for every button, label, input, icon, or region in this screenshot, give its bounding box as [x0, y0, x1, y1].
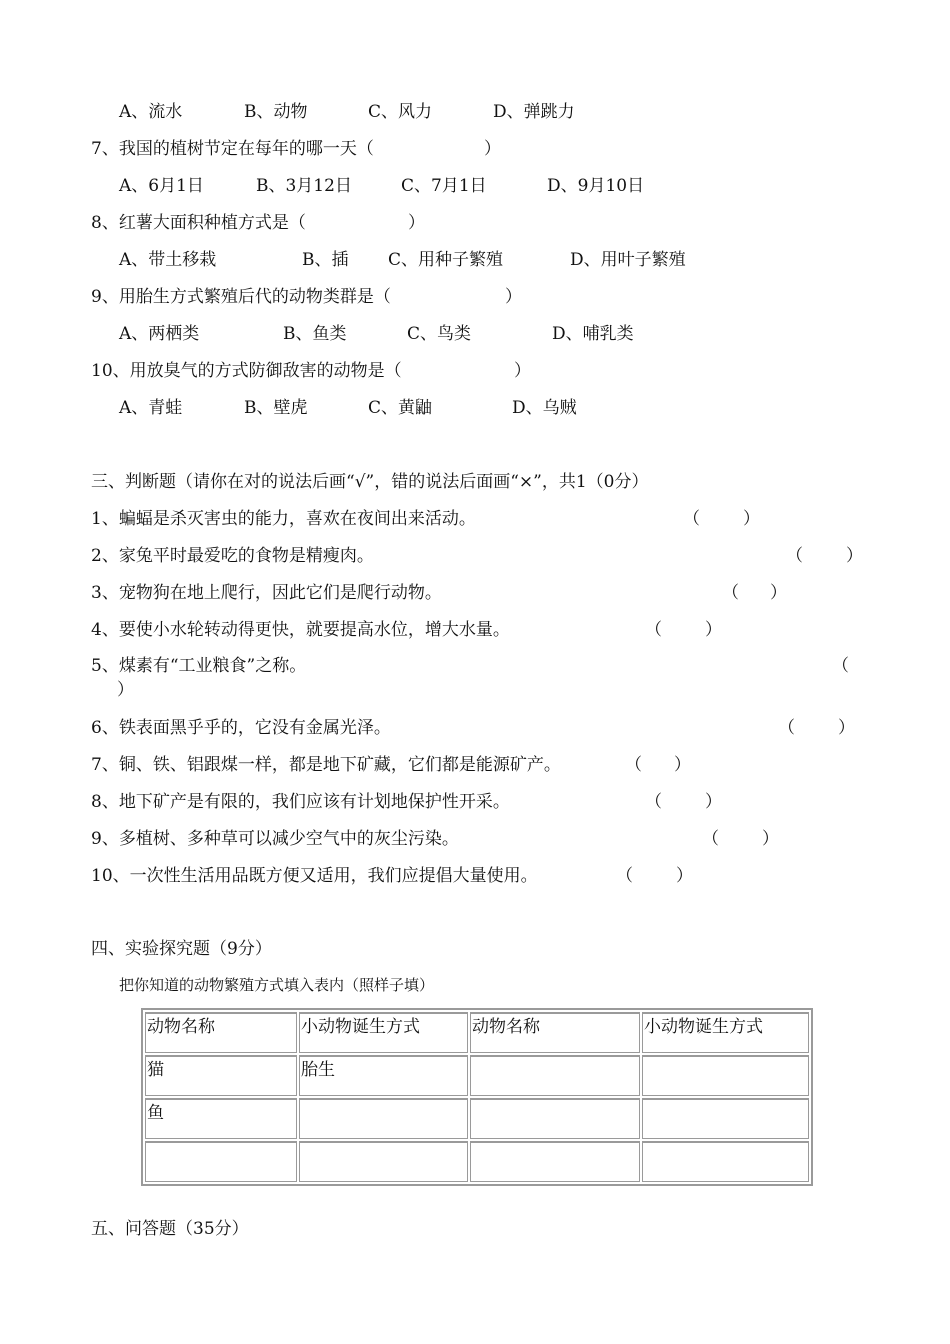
q8-option-b: B、插	[302, 250, 349, 270]
q8-close-paren: ）	[408, 213, 425, 233]
table-cell: 鱼	[145, 1098, 297, 1139]
table-header-cell: 动物名称	[145, 1012, 297, 1053]
tf-item-close-paren: ）	[762, 829, 779, 849]
tf-item-text: 5、煤素有“工业粮食”之称。	[91, 656, 307, 676]
tf-item-open-paren: （	[645, 620, 662, 640]
q9-option-b: B、鱼类	[283, 324, 347, 344]
table-cell	[470, 1055, 640, 1096]
table-row	[145, 1055, 809, 1096]
tf-item-close-paren: ）	[705, 792, 722, 812]
experiment-section-heading: 四、实验探究题（9分）	[91, 939, 272, 959]
tf-item-text: 3、宠物狗在地上爬行，因此它们是爬行动物。	[91, 583, 442, 603]
table-header-cell: 动物名称	[470, 1012, 640, 1053]
table-row	[145, 1098, 809, 1139]
table-cell	[470, 1141, 640, 1182]
tf-item-open-paren: （	[645, 792, 662, 812]
table-header-cell: 小动物诞生方式	[299, 1012, 468, 1053]
tf-item-open-paren: （	[683, 509, 700, 529]
q6-option-d: D、弹跳力	[493, 102, 575, 122]
q7-option-a: A、6月1日	[119, 176, 204, 196]
experiment-instruction: 把你知道的动物繁殖方式填入表内（照样子填）	[119, 976, 435, 994]
q6-option-a: A、流水	[119, 102, 183, 122]
tf-item-open-paren: （	[786, 546, 803, 566]
q7-option-d: D、9月10日	[547, 176, 645, 196]
tf-item-close-paren: ）	[838, 718, 855, 738]
tf-item-text: 4、要使小水轮转动得更快，就要提高水位，增大水量。	[91, 620, 510, 640]
tf-item-close-paren: ）	[676, 866, 693, 886]
tf-item-text: 1、蝙蝠是杀灭害虫的能力，喜欢在夜间出来活动。	[91, 509, 476, 529]
q10-option-b: B、壁虎	[244, 398, 308, 418]
q7-text: 7、我国的植树节定在每年的哪一天（	[91, 139, 374, 159]
q8-option-d: D、用叶子繁殖	[570, 250, 686, 270]
tf-item-open-paren: （	[625, 755, 642, 775]
q10-option-a: A、青蛙	[119, 398, 183, 418]
q10-close-paren: ）	[514, 361, 531, 381]
table-cell	[299, 1141, 468, 1182]
table-row	[145, 1141, 809, 1182]
table-cell	[642, 1098, 809, 1139]
q9-option-c: C、鸟类	[407, 324, 472, 344]
tf-item-text: 10、一次性生活用品既方便又适用，我们应提倡大量使用。	[91, 866, 538, 886]
table-cell: 胎生	[299, 1055, 468, 1096]
tf-item-text: 7、铜、铁、铝跟煤一样，都是地下矿藏，它们都是能源矿产。	[91, 755, 561, 775]
q9-text: 9、用胎生方式繁殖后代的动物类群是（	[91, 287, 391, 307]
table-cell: 猫	[145, 1055, 297, 1096]
q10-option-c: C、黄鼬	[368, 398, 433, 418]
tf-item-text: 9、多植树、多种草可以减少空气中的灰尘污染。	[91, 829, 459, 849]
q7-close-paren: ）	[484, 139, 501, 159]
tf-item-close-paren: ）	[705, 620, 722, 640]
q7-option-b: B、3月12日	[256, 176, 352, 196]
tf-item-text: 2、家兔平时最爱吃的食物是精瘦肉。	[91, 546, 374, 566]
q7-option-c: C、7月1日	[401, 176, 487, 196]
q9-option-a: A、两栖类	[119, 324, 200, 344]
tf-item-open-paren: （	[616, 866, 633, 886]
q8-option-c: C、用种子繁殖	[388, 250, 504, 270]
q8-text: 8、红薯大面积种植方式是（	[91, 213, 306, 233]
q9-option-d: D、哺乳类	[552, 324, 634, 344]
tf-item-close-paren: ）	[770, 583, 787, 603]
table-cell	[470, 1098, 640, 1139]
table-cell	[642, 1055, 809, 1096]
tf-section-heading: 三、判断题（请你在对的说法后画“√”，错的说法后面画“×”，共1（0分）	[91, 472, 649, 492]
tf-item-close-paren: ）	[846, 546, 863, 566]
tf-item-close-paren: ）	[117, 680, 134, 700]
tf-item-open-paren: （	[778, 718, 795, 738]
qa-section-heading: 五、问答题（35分）	[91, 1219, 249, 1239]
q10-text: 10、用放臭气的方式防御敌害的动物是（	[91, 361, 402, 381]
table-header-row	[145, 1012, 809, 1053]
tf-item-open-paren: （	[702, 829, 719, 849]
tf-item-text: 8、地下矿产是有限的，我们应该有计划地保护性开采。	[91, 792, 510, 812]
tf-item-close-paren: ）	[743, 509, 760, 529]
tf-item-close-paren: ）	[674, 755, 691, 775]
reproduction-table	[141, 1008, 813, 1186]
table-cell	[145, 1141, 297, 1182]
tf-item-open-paren: （	[722, 583, 739, 603]
tf-item-open-paren: （	[832, 656, 849, 676]
q9-close-paren: ）	[505, 287, 522, 307]
q10-option-d: D、乌贼	[512, 398, 577, 418]
q8-option-a: A、带土移栽	[119, 250, 217, 270]
q6-option-c: C、风力	[368, 102, 433, 122]
tf-item-text: 6、铁表面黑乎乎的，它没有金属光泽。	[91, 718, 391, 738]
q6-option-b: B、动物	[244, 102, 308, 122]
table-cell	[299, 1098, 468, 1139]
table-header-cell: 小动物诞生方式	[642, 1012, 809, 1053]
table-cell	[642, 1141, 809, 1182]
